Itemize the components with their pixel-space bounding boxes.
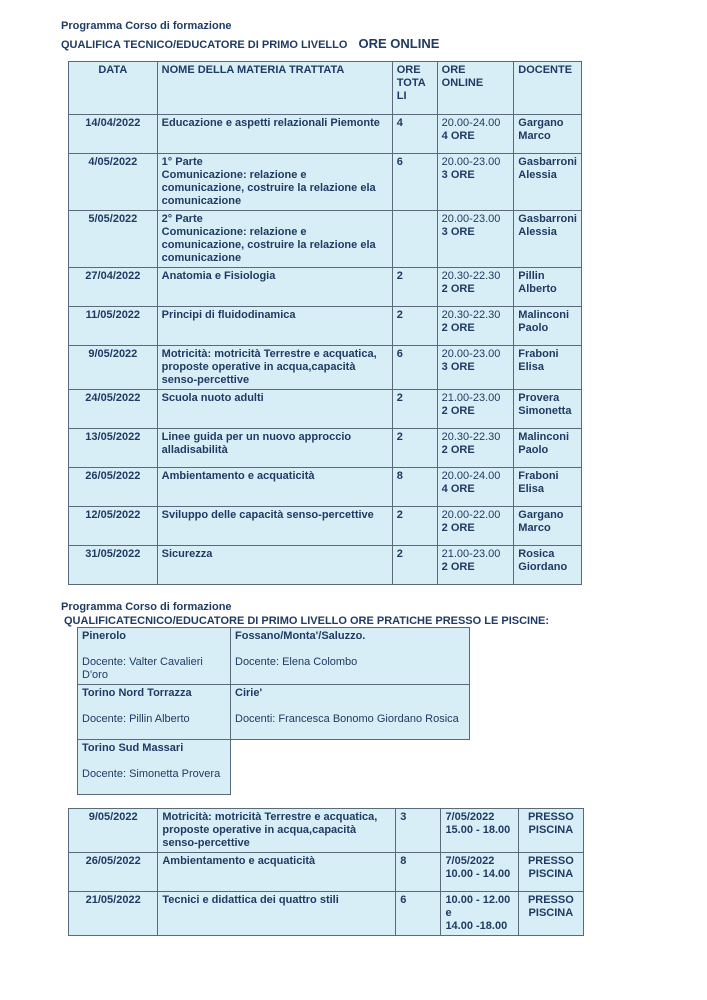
table-row (69, 853, 584, 892)
date-cell: 31/05/2022 (69, 546, 158, 585)
date-cell: 9/05/2022 (69, 346, 158, 390)
teacher-cell: Fraboni Elisa (514, 346, 582, 390)
section2-title: Programma Corso di formazione (61, 601, 232, 613)
total-hours-cell: 2 (392, 546, 437, 585)
place-cell: PRESSO PISCINA (518, 892, 583, 936)
teacher-cell: Pillin Alberto (514, 268, 582, 307)
hours-count: 2 ORE (441, 561, 475, 573)
col-header-teacher: DOCENTE (514, 62, 582, 115)
table-row (69, 546, 582, 585)
date-cell: 21/05/2022 (69, 892, 158, 936)
col-header-online-hours: ORE ONLINE (437, 62, 514, 115)
date-cell: 26/05/2022 (69, 853, 158, 892)
time-range: 20.00-24.00 (441, 470, 501, 482)
online-hours-label: ORE ONLINE (358, 36, 440, 51)
table-row (69, 468, 582, 507)
place-cell: PRESSO PISCINA (518, 853, 583, 892)
total-hours-cell: 3 (396, 809, 441, 853)
date-cell: 11/05/2022 (69, 307, 158, 346)
time-range: 20.30-22.30 (441, 431, 501, 443)
hours-count: 3 ORE (441, 226, 475, 238)
total-hours-cell: 6 (392, 154, 437, 211)
teacher-cell: Gasbarroni Alessia (514, 154, 582, 211)
qualification-label: QUALIFICA TECNICO/EDUCATORE DI PRIMO LIVELLO (61, 39, 348, 51)
online-hours-cell (437, 468, 514, 507)
online-hours-cell (437, 211, 514, 268)
time-range: 20.00-22.00 (441, 509, 501, 521)
col-header-total-hours: ORE TOTA LI (392, 62, 437, 115)
subject-cell: Anatomia e Fisiologia (157, 268, 392, 307)
total-hours-cell: 6 (396, 892, 441, 936)
online-hours-cell (437, 115, 514, 154)
subject-cell: Motricità: motricità Terrestre e acquatica, proposte operative in acqua,capacità senso-percettive (157, 346, 392, 390)
total-hours-cell: 6 (392, 346, 437, 390)
subject-cell: Ambientamento e acquaticità (158, 853, 396, 892)
time-range: 20.00-24.00 (441, 117, 501, 129)
pools-row (78, 628, 470, 685)
total-hours-cell: 2 (392, 507, 437, 546)
date-cell: 26/05/2022 (69, 468, 158, 507)
hours-count: 2 ORE (441, 522, 475, 534)
date-cell: 9/05/2022 (69, 809, 158, 853)
table-header-row (69, 62, 582, 115)
online-hours-cell (437, 546, 514, 585)
subject-cell: Linee guida per un nuovo approccio alladisabilità (157, 429, 392, 468)
section1-subtitle (61, 36, 439, 51)
table-row (69, 211, 582, 268)
date-cell: 24/05/2022 (69, 390, 158, 429)
schedule-cell: 7/05/2022 15.00 - 18.00 (441, 809, 518, 853)
pool-cell: Torino Sud Massari Docente: Simonetta Provera (78, 740, 231, 795)
subject-cell: Motricità: motricità Terrestre e acquatica, proposte operative in acqua,capacità senso-percettive (158, 809, 396, 853)
time-range: 20.30-22.30 (441, 309, 501, 321)
subject-cell: Scuola nuoto adulti (157, 390, 392, 429)
time-range: 21.00-23.00 (441, 548, 501, 560)
table-row (69, 429, 582, 468)
pools-row (78, 685, 470, 740)
online-hours-cell (437, 307, 514, 346)
total-hours-cell: 8 (396, 853, 441, 892)
date-cell: 13/05/2022 (69, 429, 158, 468)
table-row (69, 507, 582, 546)
date-cell: 5/05/2022 (69, 211, 158, 268)
pools-table (77, 627, 470, 795)
total-hours-cell: 2 (392, 390, 437, 429)
teacher-cell: Fraboni Elisa (514, 468, 582, 507)
online-hours-cell (437, 507, 514, 546)
subject-cell: 2° Parte Comunicazione: relazione e comunicazione, costruire la relazione ela comunicazione (157, 211, 392, 268)
teacher-cell: Malinconi Paolo (514, 307, 582, 346)
date-cell: 14/04/2022 (69, 115, 158, 154)
hours-count: 2 ORE (441, 322, 475, 334)
total-hours-cell: 2 (392, 307, 437, 346)
table-row (69, 154, 582, 211)
pool-cell: Torino Nord Torrazza Docente: Pillin Alberto (78, 685, 231, 740)
time-range: 20.00-23.00 (441, 156, 501, 168)
subject-cell: Ambientamento e acquaticità (157, 468, 392, 507)
online-hours-table (68, 61, 582, 585)
time-range: 20.30-22.30 (441, 270, 501, 282)
col-header-subject: NOME DELLA MATERIA TRATTATA (157, 62, 392, 115)
total-hours-cell: 8 (392, 468, 437, 507)
subject-cell: Sicurezza (157, 546, 392, 585)
total-hours-cell: 2 (392, 268, 437, 307)
date-cell: 4/05/2022 (69, 154, 158, 211)
total-hours-cell: 2 (392, 429, 437, 468)
schedule-cell: 7/05/2022 10.00 - 14.00 (441, 853, 518, 892)
online-hours-cell (437, 268, 514, 307)
pool-cell: Cirie' Docenti: Francesca Bonomo Giordano Rosica (231, 685, 470, 740)
section1-title: Programma Corso di formazione (61, 20, 232, 32)
hours-count: 3 ORE (441, 361, 475, 373)
hours-count: 2 ORE (441, 405, 475, 417)
hours-count: 2 ORE (441, 444, 475, 456)
teacher-cell: Rosica Giordano (514, 546, 582, 585)
section2-subtitle: QUALIFICATECNICO/EDUCATORE DI PRIMO LIVELLO ORE PRATICHE PRESSO LE PISCINE: (64, 615, 550, 627)
subject-cell: Tecnici e didattica dei quattro stili (158, 892, 396, 936)
table-row (69, 307, 582, 346)
date-cell: 27/04/2022 (69, 268, 158, 307)
time-range: 21.00-23.00 (441, 392, 501, 404)
time-range: 20.00-23.00 (441, 348, 501, 360)
pools-row (78, 740, 470, 795)
table-row (69, 346, 582, 390)
online-hours-cell (437, 346, 514, 390)
practical-hours-table (68, 808, 584, 936)
teacher-cell: Provera Simonetta (514, 390, 582, 429)
hours-count: 4 ORE (441, 483, 475, 495)
place-cell: PRESSO PISCINA (518, 809, 583, 853)
teacher-cell: Gargano Marco (514, 115, 582, 154)
schedule-cell: 10.00 - 12.00 e 14.00 -18.00 (441, 892, 518, 936)
subject-cell: Educazione e aspetti relazionali Piemonte (157, 115, 392, 154)
time-range: 20.00-23.00 (441, 213, 501, 225)
online-hours-cell (437, 429, 514, 468)
hours-count: 4 ORE (441, 130, 475, 142)
table-row (69, 892, 584, 936)
teacher-cell: Gasbarroni Alessia (514, 211, 582, 268)
hours-count: 2 ORE (441, 283, 475, 295)
table-row (69, 390, 582, 429)
total-hours-cell (392, 211, 437, 268)
teacher-cell: Malinconi Paolo (514, 429, 582, 468)
pool-cell: Fossano/Monta'/Saluzzo. Docente: Elena Colombo (231, 628, 470, 685)
hours-count: 3 ORE (441, 169, 475, 181)
table-row (69, 115, 582, 154)
online-hours-cell (437, 390, 514, 429)
subject-cell: Principi di fluidodinamica (157, 307, 392, 346)
pool-cell: Pinerolo Docente: Valter Cavalieri D'oro (78, 628, 231, 685)
col-header-date: DATA (69, 62, 158, 115)
date-cell: 12/05/2022 (69, 507, 158, 546)
total-hours-cell: 4 (392, 115, 437, 154)
subject-cell: Sviluppo delle capacità senso-percettive (157, 507, 392, 546)
subject-cell: 1° Parte Comunicazione: relazione e comunicazione, costruire la relazione ela comunicazione (157, 154, 392, 211)
online-hours-cell (437, 154, 514, 211)
table-row (69, 809, 584, 853)
pool-cell-empty (231, 740, 470, 795)
teacher-cell: Gargano Marco (514, 507, 582, 546)
table-row (69, 268, 582, 307)
